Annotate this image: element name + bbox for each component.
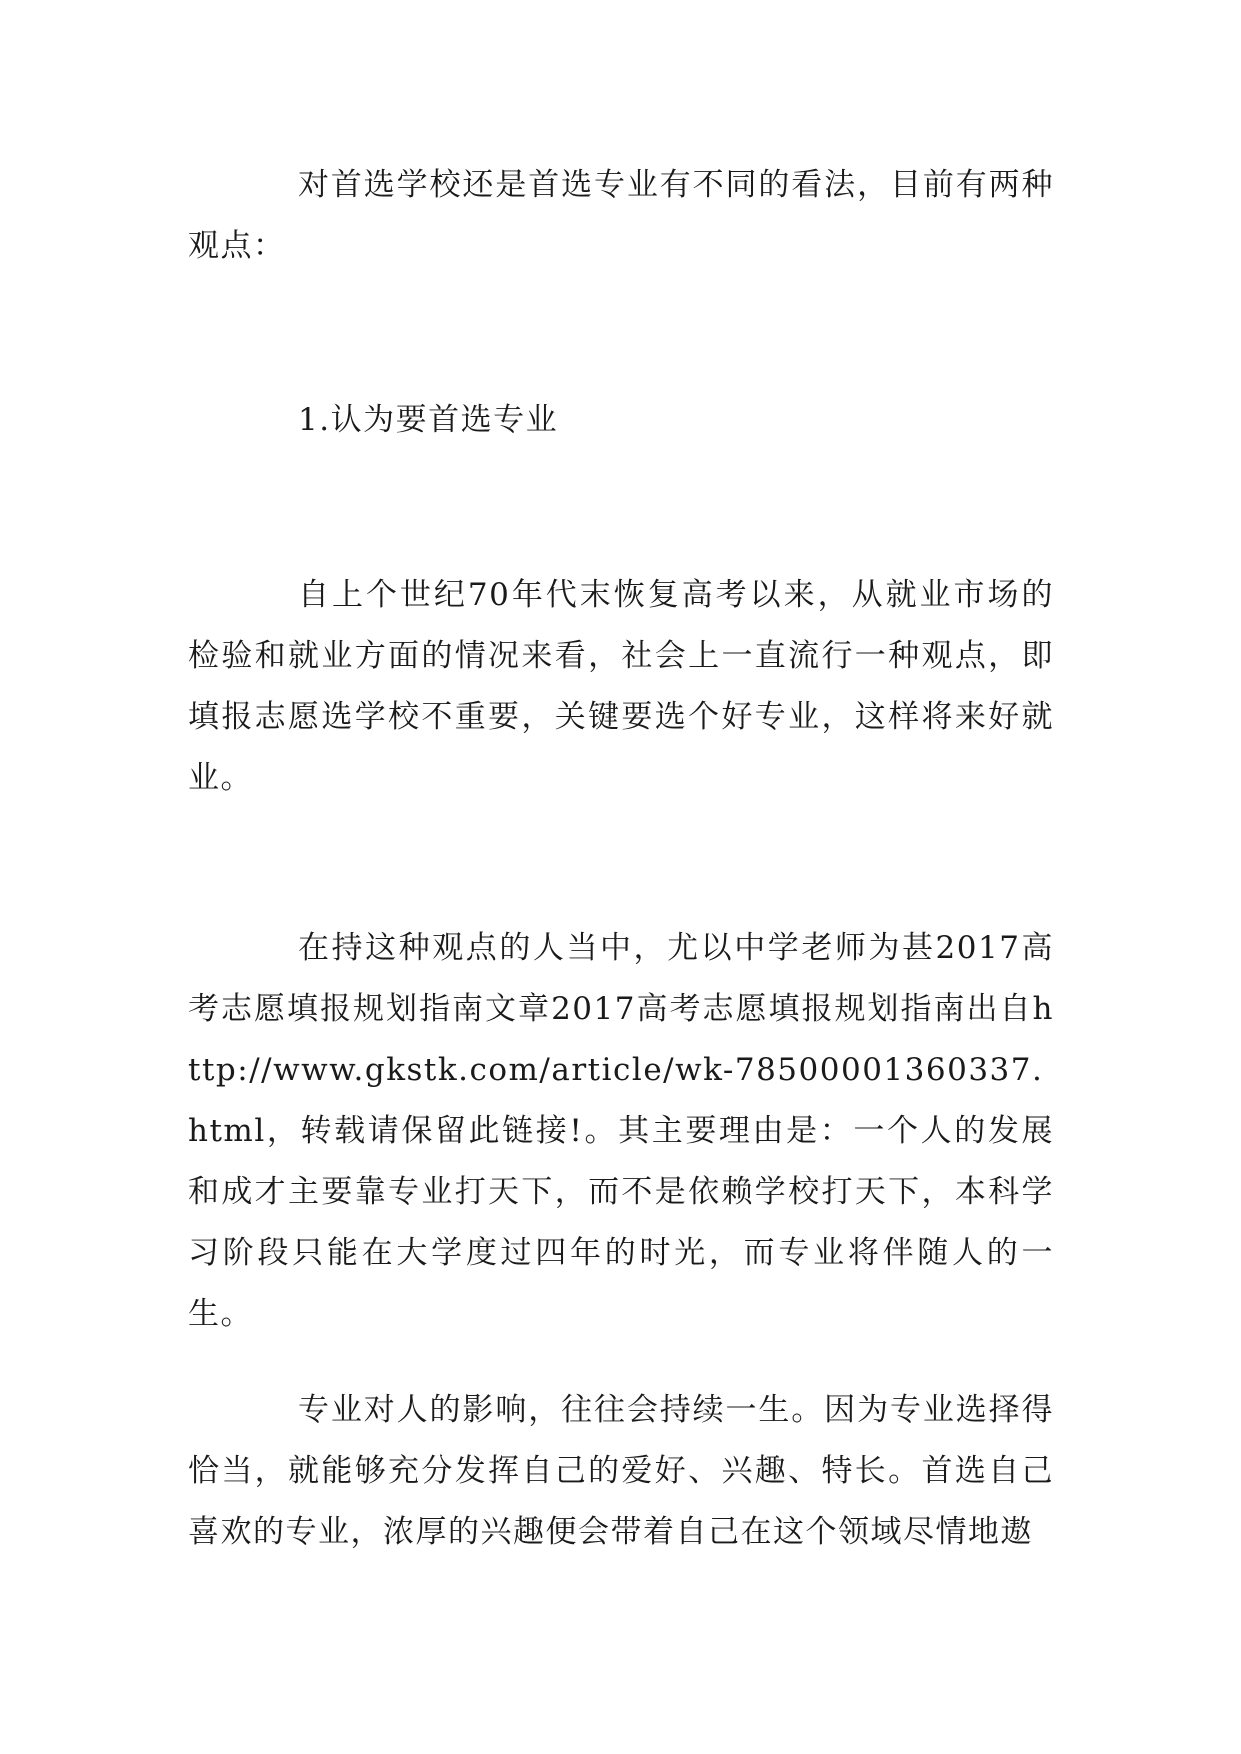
section-heading: 1.认为要首选专业 [298, 402, 559, 438]
body-paragraph-history: 自上个世纪70年代末恢复高考以来，从就业市场的检验和就业方面的情况来看，社会上一直流行一种观点，即填报志愿选学校不重要，关键要选个好专业，这样将来好就业。 [188, 577, 1054, 796]
body-paragraph-teachers: 在持这种观点的人当中，尤以中学老师为甚2017高考志愿填报规划指南文章2017高考志愿填报规划指南出自http://www.gkstk.com/article/wk-78500001360337.html，转载请保留此链接!。其主要理由是：一个人的发展和成才主要靠专业打天下，而不是依赖学校打天下，本科学习阶段只能在大学度过四年的时光，而专业将伴随人的一生。 [188, 930, 1054, 1332]
intro-paragraph: 对首选学校还是首选专业有不同的看法，目前有两种观点： [188, 167, 1054, 264]
body-paragraph-influence: 专业对人的影响，往往会持续一生。因为专业选择得恰当，就能够充分发挥自己的爱好、兴趣、特长。首选自己喜欢的专业，浓厚的兴趣便会带着自己在这个领域尽情地遨 [188, 1392, 1054, 1550]
